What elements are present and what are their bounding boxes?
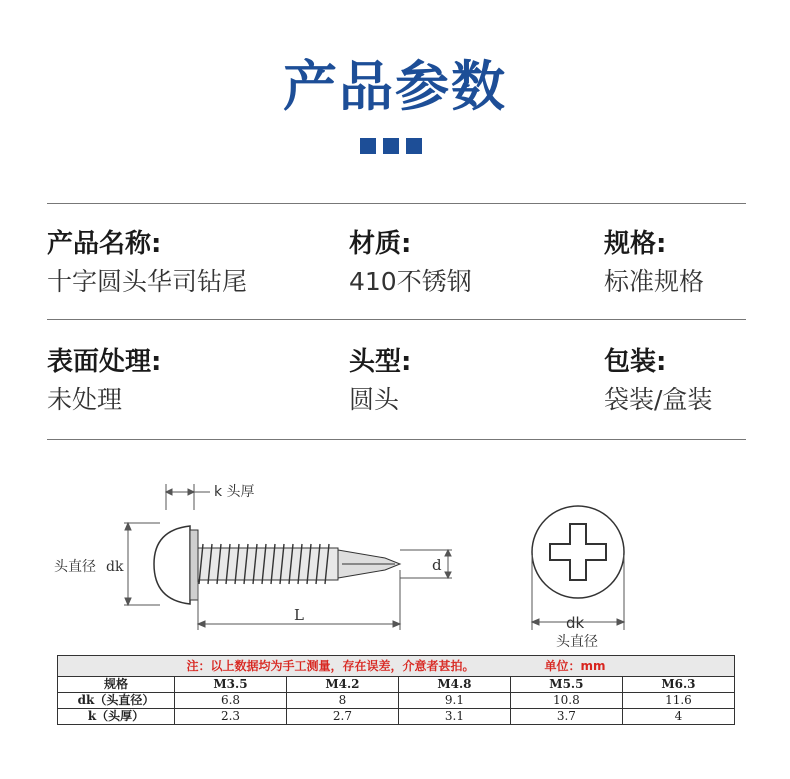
table-row <box>58 693 735 709</box>
table-cell: 2.7 <box>286 709 398 725</box>
k-label: k 头厚 <box>214 484 255 500</box>
table-header: M4.2 <box>286 677 398 693</box>
table-cell: 11.6 <box>622 693 734 709</box>
table-cell: 2.3 <box>175 709 287 725</box>
param-head-type <box>349 344 599 418</box>
head-diameter-label: 头直径 <box>54 559 96 575</box>
table-cell: 8 <box>286 693 398 709</box>
table-row <box>58 709 735 725</box>
table-header: M5.5 <box>510 677 622 693</box>
table-header-row <box>58 677 735 693</box>
param-label: 头型: <box>349 347 412 377</box>
table-cell: 10.8 <box>510 693 622 709</box>
param-label: 规格: <box>604 229 667 259</box>
table-cell: 3.1 <box>398 709 510 725</box>
param-spec <box>604 226 790 300</box>
param-product-name <box>47 226 297 300</box>
param-label: 材质: <box>349 229 412 259</box>
table-cell: 3.7 <box>510 709 622 725</box>
row-label: k（头厚） <box>58 709 175 725</box>
param-value: 标准规格 <box>604 267 705 296</box>
table-header: M6.3 <box>622 677 734 693</box>
title-decoration <box>360 138 422 154</box>
param-value: 袋装/盒装 <box>604 385 713 414</box>
param-value: 十字圆头华司钻尾 <box>47 267 248 296</box>
param-label: 产品名称: <box>47 229 162 259</box>
param-label: 表面处理: <box>47 347 162 377</box>
screw-dimension-diagram <box>50 470 740 655</box>
d-label: d <box>432 556 442 574</box>
param-material <box>349 226 599 300</box>
table-header: M3.5 <box>175 677 287 693</box>
param-label: 包装: <box>604 347 667 377</box>
table-note: 注：以上数据均为手工测量，存在误差，介意者甚拍。 <box>186 658 475 673</box>
head-diameter-label-2: 头直径 <box>556 634 598 650</box>
param-value: 410不锈钢 <box>349 267 472 296</box>
table-header: 规格 <box>58 677 175 693</box>
row-label: dk（头直径） <box>58 693 175 709</box>
table-cell: 6.8 <box>175 693 287 709</box>
table-note-row <box>58 656 735 677</box>
param-value: 未处理 <box>47 385 123 414</box>
spec-table <box>57 655 735 725</box>
page-title: 产品参数 <box>283 55 507 118</box>
dk-side-label: dk <box>106 559 124 575</box>
divider <box>47 319 746 320</box>
table-cell: 9.1 <box>398 693 510 709</box>
param-surface <box>47 344 297 418</box>
unit-label: 单位：mm <box>544 658 606 673</box>
dk-label: dk <box>566 614 585 632</box>
length-label: L <box>294 606 304 624</box>
divider <box>47 203 746 204</box>
param-value: 圆头 <box>349 385 400 414</box>
param-packaging <box>604 344 790 418</box>
table-header: M4.8 <box>398 677 510 693</box>
divider <box>47 439 746 440</box>
table-cell: 4 <box>622 709 734 725</box>
